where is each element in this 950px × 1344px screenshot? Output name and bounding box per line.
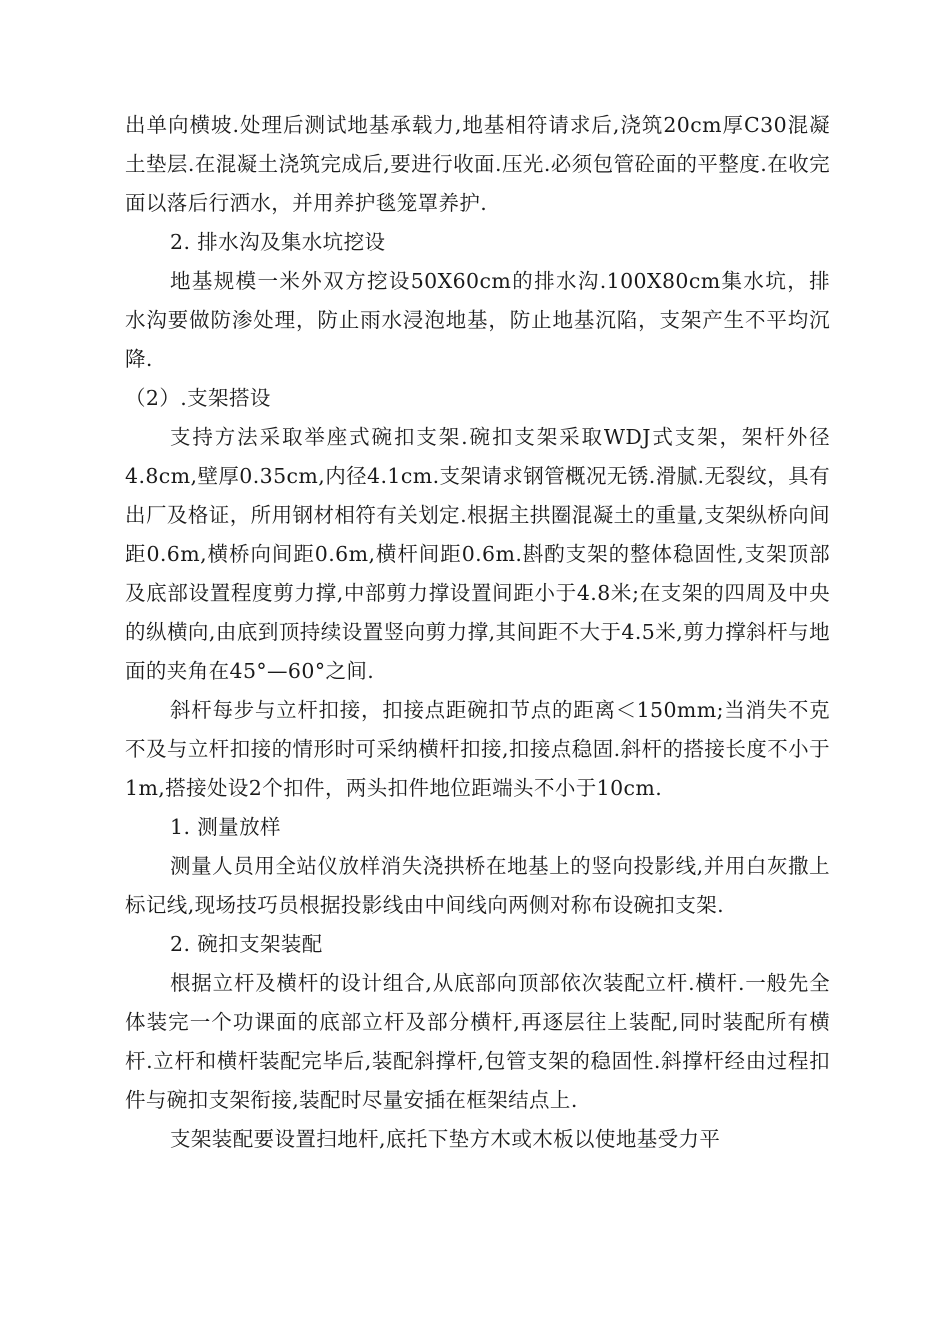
heading-support-erection: （2）.支架搭设 xyxy=(125,386,271,410)
heading-drainage: 2. 排水沟及集水坑挖设 xyxy=(170,230,386,254)
paragraph-drainage: 地基规模一米外双方挖设50X60cm的排水沟.100X80cm集水坑，排水沟要做防渗处理，防止雨水浸泡地基，防止地基沉陷，支架产生不平均沉降. xyxy=(125,269,830,371)
paragraph-support-method: 支持方法采取举座式碗扣支架.碗扣支架采取WDJ式支架，架杆外径4.8cm,壁厚0.35cm,内径4.1cm.支架请求钢管概况无锈.滑腻.无裂纹，具有出厂及格证，所用钢材相符有关划定.根据主拱圈混凝土的重量,支架纵桥向间距0.6m,横桥向间距0.6m,横杆间距0.6m.斟酌支架的整体稳固性,支架顶部及底部设置程度剪力撑,中部剪力撑设置间距小于4.8米;在支架的四周及中央的纵横向,由底到顶持续设置竖向剪力撑,其间距不大于4.5米,剪力撑斜杆与地面的夹角在45°—60°之间. xyxy=(125,425,830,683)
document-body xyxy=(125,106,830,1159)
paragraph-survey-layout: 测量人员用全站仪放样消失浇拱桥在地基上的竖向投影线,并用白灰撒上标记线,现场技巧员根据投影线由中间线向两侧对称布设碗扣支架. xyxy=(125,854,830,917)
paragraph-diagonal-bars: 斜杆每步与立杆扣接，扣接点距碗扣节点的距离＜150mm;当消失不克不及与立杆扣接的情形时可采纳横杆扣接,扣接点稳固.斜杆的搭接长度不小于1m,搭接处设2个扣件，两头扣件地位距端头不小于10cm. xyxy=(125,698,830,800)
paragraph-foundation-treatment: 出单向横坡.处理后测试地基承载力,地基相符请求后,浇筑20cm厚C30混凝土垫层.在混凝土浇筑完成后,要进行收面.压光.必须包管砼面的平整度.在收完面以落后行洒水，并用养护毯笼罩养护. xyxy=(125,113,830,215)
paragraph-sweep-bar: 支架装配要设置扫地杆,底托下垫方木或木板以使地基受力平 xyxy=(170,1127,721,1151)
heading-survey-layout: 1. 测量放样 xyxy=(170,815,281,839)
heading-bracket-assembly: 2. 碗扣支架装配 xyxy=(170,932,323,956)
paragraph-bracket-assembly: 根据立杆及横杆的设计组合,从底部向顶部依次装配立杆.横杆.一般先全体装完一个功课面的底部立杆及部分横杆,再逐层往上装配,同时装配所有横杆.立杆和横杆装配完毕后,装配斜撑杆,包管支架的稳固性.斜撑杆经由过程扣件与碗扣支架衔接,装配时尽量安插在框架结点上. xyxy=(125,971,830,1112)
